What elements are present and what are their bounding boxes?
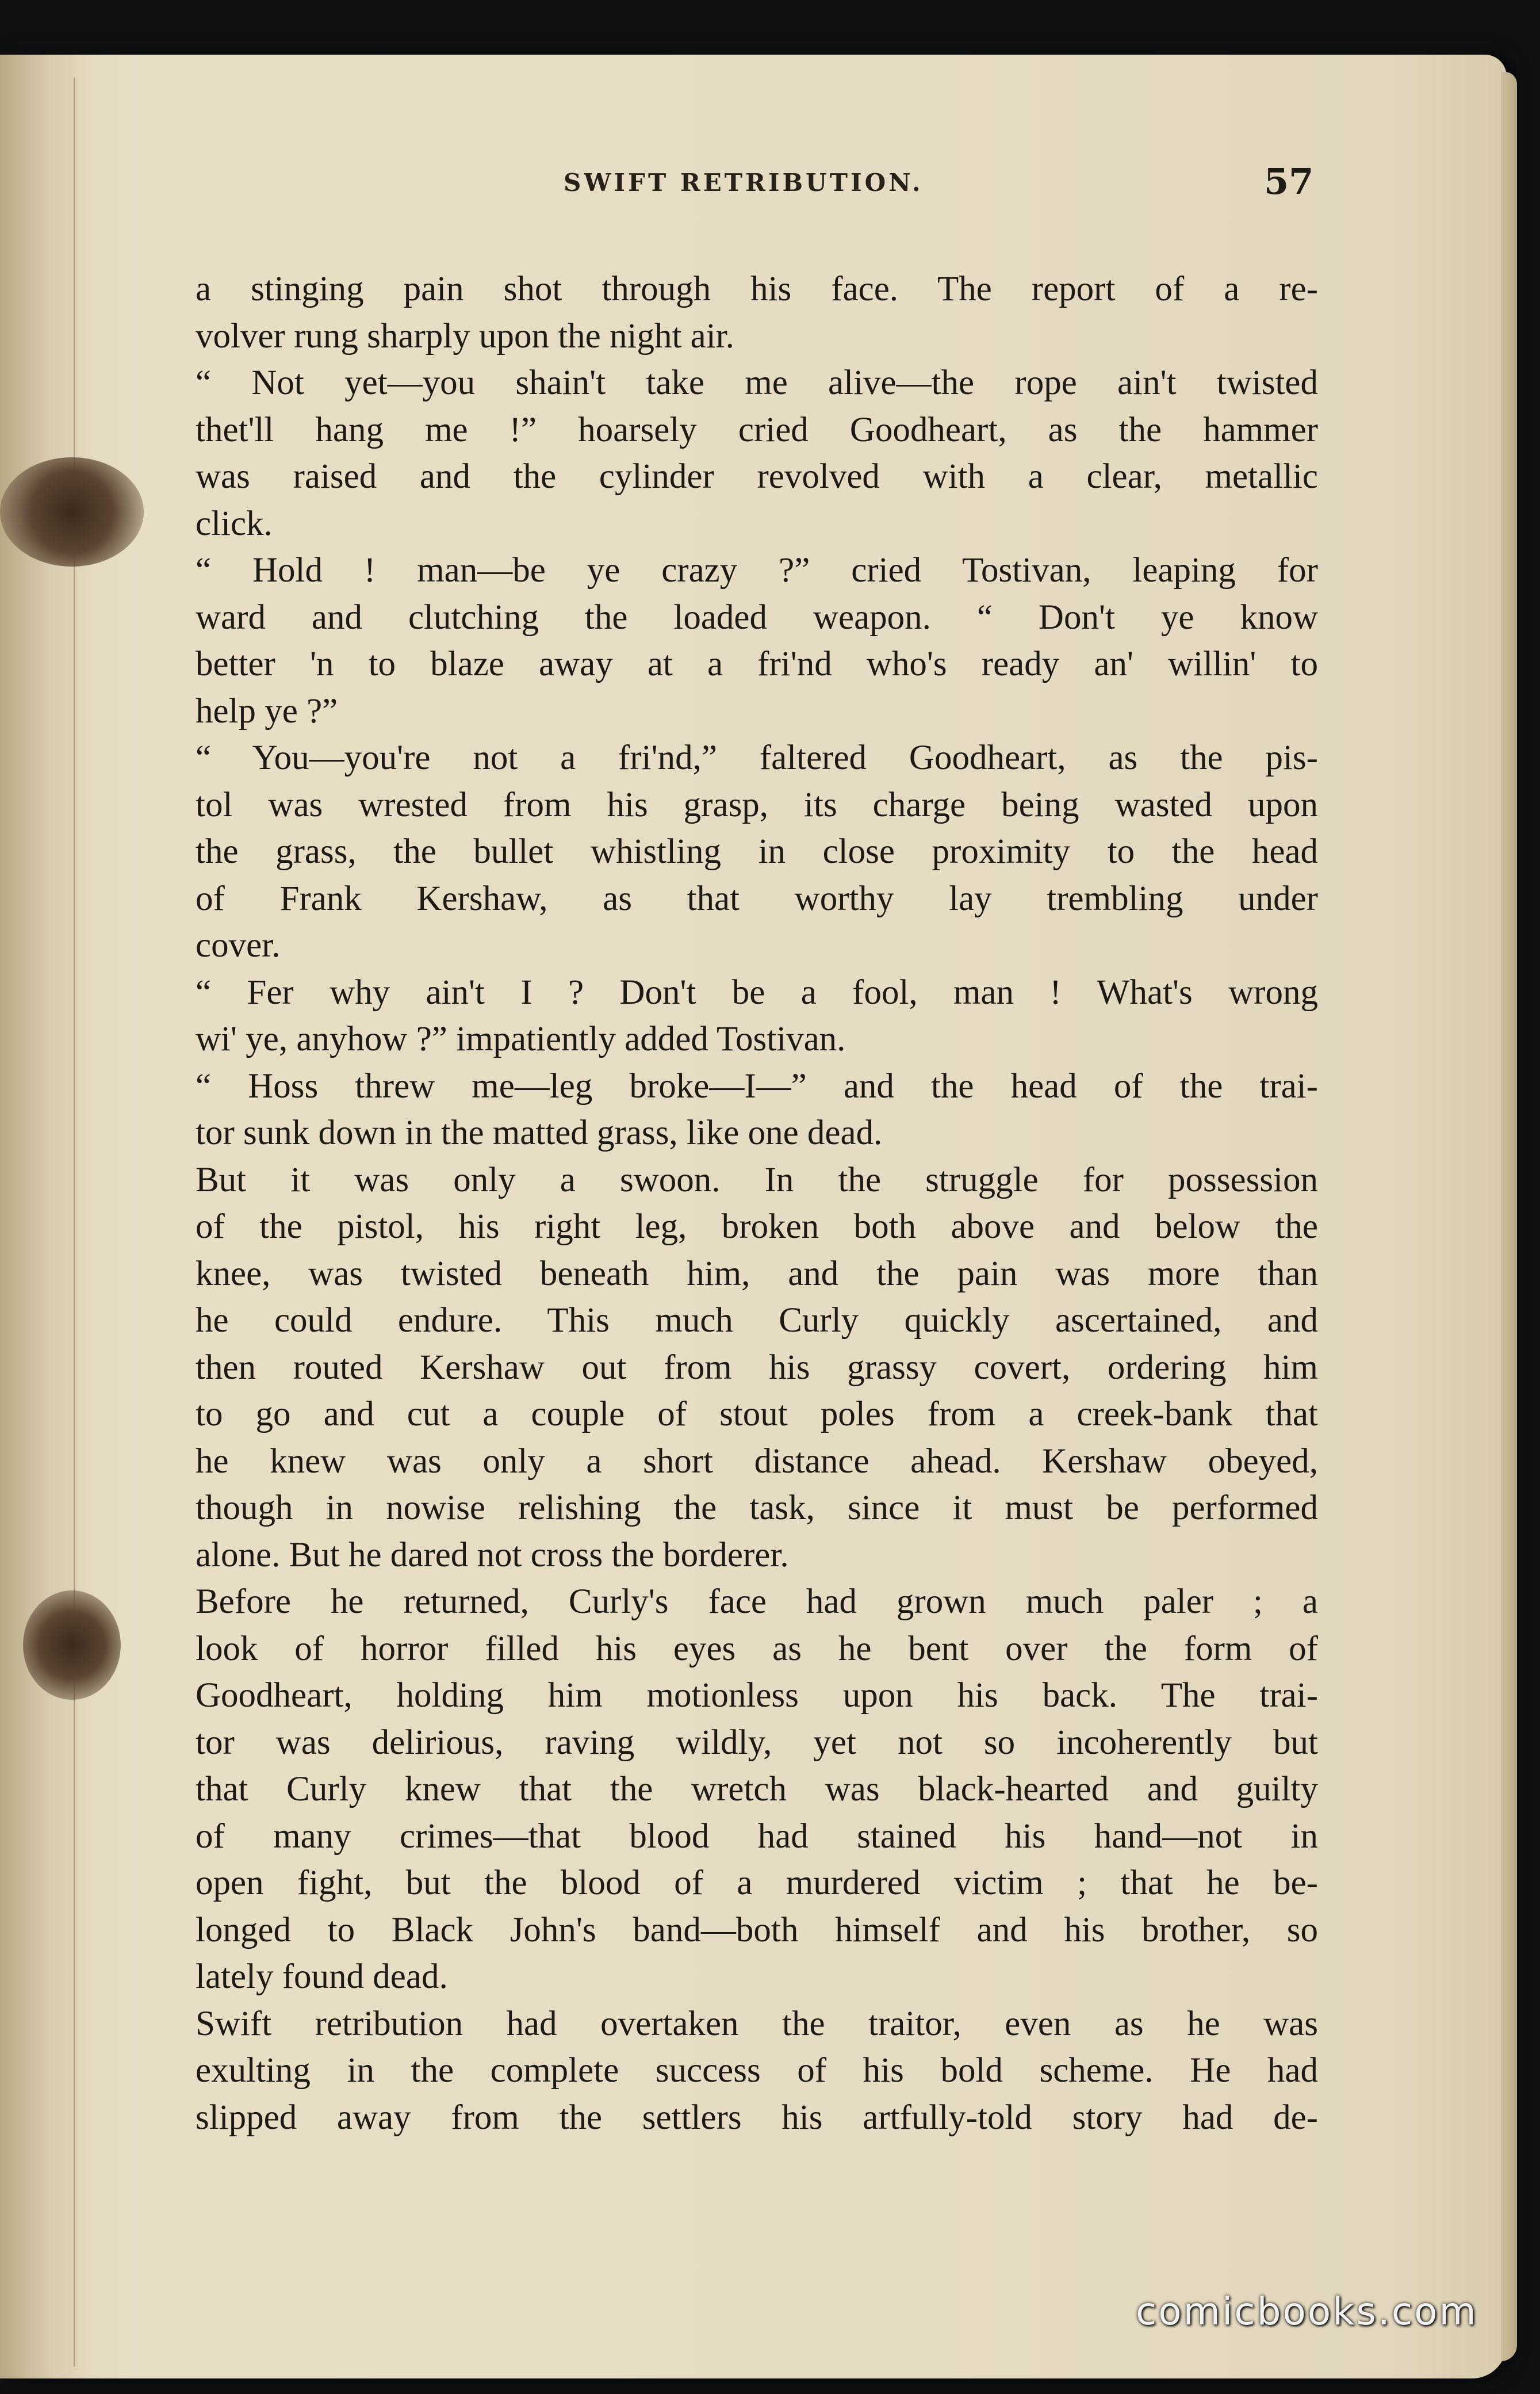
text-line: But it was only a swoon. In the struggle for possession (196, 1160, 1318, 1199)
text-line: of many crimes—that blood had stained his hand—not in (196, 1816, 1318, 1856)
binding-stain (23, 1590, 121, 1700)
text-line: tor sunk down in the matted grass, like one dead. (196, 1114, 883, 1152)
text-line: he could endure. This much Curly quickly ascertained, and (196, 1301, 1318, 1340)
page-gutter (0, 55, 92, 2378)
text-line: lately found dead. (196, 1957, 448, 1996)
text-line: knee, was twisted beneath him, and the pain was more than (196, 1254, 1318, 1293)
text-line: volver rung sharply upon the night air. (196, 316, 734, 355)
text-line: he knew was only a short distance ahead. Kershaw obeyed, (196, 1441, 1318, 1481)
site-watermark: comicbooks.com (1136, 2289, 1478, 2334)
text-line: alone. But he dared not cross the borderer. (196, 1535, 789, 1574)
text-line: though in nowise relishing the task, since it must be performed (196, 1489, 1318, 1527)
text-line: wi' ye, anyhow ?” impatiently added Tostivan. (196, 1020, 846, 1058)
body-text (196, 266, 1318, 2141)
text-line: a stinging pain shot through his face. The report of a re- (196, 270, 1318, 308)
text-line: “ You—you're not a fri'nd,” faltered Goodheart, as the pis- (196, 739, 1318, 777)
text-line: better 'n to blaze away at a fri'nd who's ready an' willin' to (196, 645, 1318, 683)
text-line: “ Fer why ain't I ? Don't be a fool, man ! What's wrong (196, 973, 1318, 1012)
text-line: “ Hoss threw me—leg broke—I—” and the head of the trai- (196, 1066, 1318, 1106)
running-head: SWIFT RETRIBUTION. (564, 169, 924, 197)
text-line: cover. (196, 926, 281, 965)
page-number: 57 (1264, 160, 1314, 202)
text-line: Swift retribution had overtaken the traitor, even as he was (196, 2004, 1318, 2043)
text-line: “ Not yet—you shain't take me alive—the rope ain't twisted (196, 364, 1318, 402)
text-line: longed to Black John's band—both himself and his brother, so (196, 1910, 1318, 1949)
page-header (0, 160, 1540, 215)
binding-fold (74, 78, 75, 2367)
text-line: Before he returned, Curly's face had grown much paler ; a (196, 1582, 1318, 1621)
text-line: that Curly knew that the wretch was black-hearted and guilty (196, 1770, 1318, 1808)
text-line: of Frank Kershaw, as that worthy lay trembling under (196, 879, 1318, 918)
text-line: look of horror filled his eyes as he bent over the form of (196, 1629, 1318, 1668)
text-line: of the pistol, his right leg, broken both above and below the (196, 1207, 1318, 1246)
text-line: click. (196, 504, 273, 543)
text-line: then routed Kershaw out from his grassy covert, ordering him (196, 1348, 1318, 1387)
text-line: slipped away from the settlers his artfully-told story had de- (196, 2098, 1318, 2137)
text-line: ward and clutching the loaded weapon. “ Don't ye know (196, 598, 1318, 637)
text-line: to go and cut a couple of stout poles from a creek-bank that (196, 1395, 1318, 1433)
text-line: “ Hold ! man—be ye crazy ?” cried Tostivan, leaping for (196, 551, 1318, 590)
page-edge (1501, 72, 1517, 2361)
text-line: tol was wrested from his grasp, its charge being wasted upon (196, 785, 1318, 824)
text-line: thet'll hang me !” hoarsely cried Goodheart, as the hammer (196, 410, 1318, 449)
text-line: Goodheart, holding him motionless upon his back. The trai- (196, 1676, 1318, 1715)
text-line: was raised and the cylinder revolved with a clear, metallic (196, 457, 1318, 496)
binding-stain (0, 457, 144, 567)
text-line: exulting in the complete success of his bold scheme. He had (196, 2051, 1318, 2090)
text-line: open fight, but the blood of a murdered victim ; that he be- (196, 1864, 1318, 1902)
text-line: help ye ?” (196, 691, 338, 731)
text-line: the grass, the bullet whistling in close proximity to the head (196, 832, 1318, 871)
text-line: tor was delirious, raving wildly, yet not so incoherently but (196, 1723, 1318, 1762)
